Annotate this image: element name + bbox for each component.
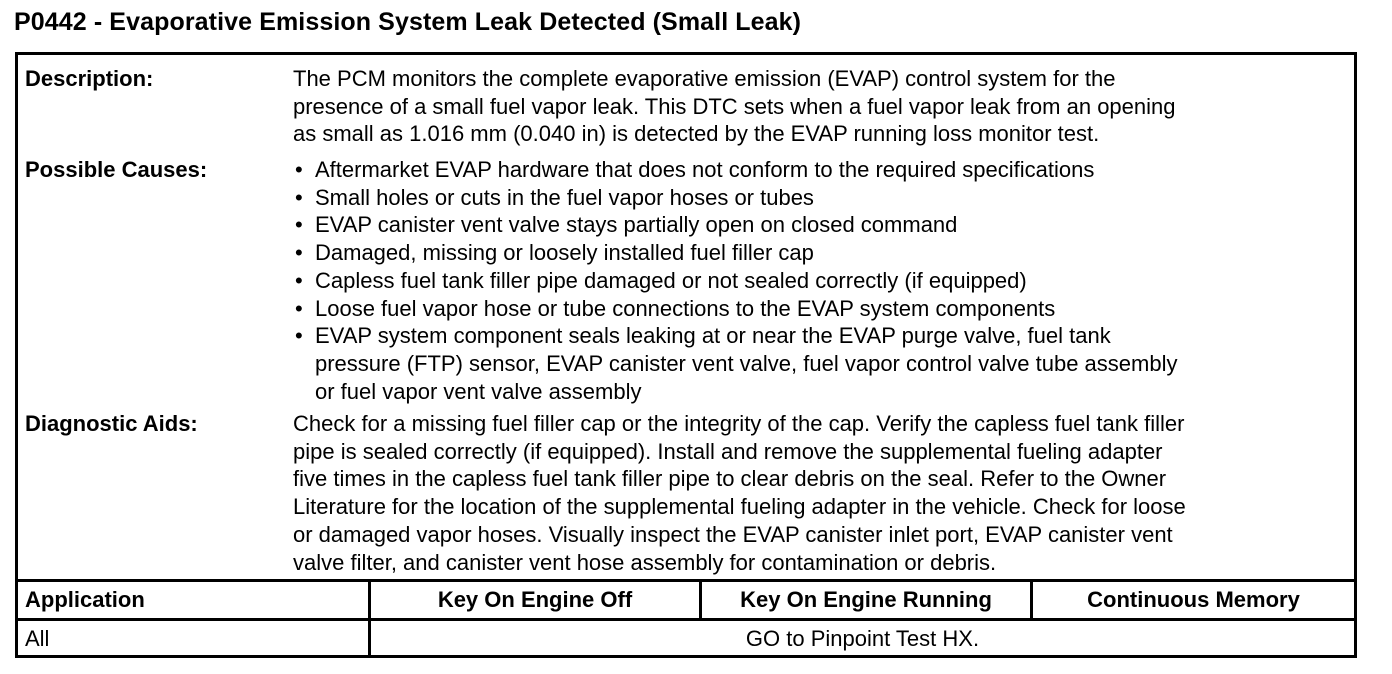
diagnostic-aids-line: or damaged vapor hoses. Visually inspect the EVAP canister inlet port, EVAP canister vent [293, 521, 1173, 547]
cause-item: • EVAP system component seals leaking at or near the EVAP purge valve, fuel tank pressure (FTP) sensor, EVAP canister vent valve, fuel vapor control valve tube assembly or fuel vapor vent valve assembly [295, 323, 1178, 404]
table-top-rule [18, 579, 1354, 582]
description-line: as small as 1.016 mm (0.040 in) is detected by the EVAP running loss monitor test. [293, 121, 1100, 147]
table-header-key-on-engine-running: Key On Engine Running [740, 587, 992, 612]
cause-item: • Aftermarket EVAP hardware that does not conform to the required specifications [295, 157, 1095, 182]
bullet-icon: • [295, 240, 303, 266]
table-cell-application: All [25, 626, 50, 651]
table-row-rule [18, 618, 1354, 621]
diagnostic-aids-line: Literature for the location of the supplemental fueling adapter in the vehicle. Check for loose [293, 494, 1186, 520]
table-cell-action: GO to Pinpoint Test HX. [745, 626, 980, 651]
diagnostic-aids-text [293, 410, 1351, 576]
description-label: Description: [25, 66, 154, 91]
description-line: presence of a small fuel vapor leak. This DTC sets when a fuel vapor leak from an opening [293, 93, 1176, 119]
description-line: The PCM monitors the complete evaporative emission (EVAP) control system for the [293, 66, 1116, 91]
diagnostic-aids-line: pipe is sealed correctly (if equipped). Install and remove the supplemental fueling adapter [293, 438, 1163, 464]
diagnostic-aids-label: Diagnostic Aids: [25, 411, 198, 436]
possible-causes-list [293, 156, 1351, 405]
cause-item: • EVAP canister vent valve stays partially open on closed command [295, 212, 958, 238]
bullet-icon: • [295, 323, 303, 349]
cause-item: • Damaged, missing or loosely installed fuel filler cap [295, 240, 814, 266]
description-text [293, 65, 1351, 148]
diagnostic-aids-line: five times in the capless fuel tank filler pipe to clear debris on the seal. Refer to the Owner [293, 466, 1167, 492]
diagnostic-aids-line: Check for a missing fuel filler cap or the integrity of the cap. Verify the capless fuel tank filler [293, 411, 1185, 436]
cause-item: • Small holes or cuts in the fuel vapor hoses or tubes [295, 184, 814, 210]
bullet-icon: • [295, 157, 303, 182]
table-header-continuous-memory: Continuous Memory [1087, 587, 1300, 612]
table-header-application: Application [25, 587, 145, 612]
cause-item: • Capless fuel tank filler pipe damaged or not sealed correctly (if equipped) [295, 267, 1027, 293]
table-header-key-on-engine-off: Key On Engine Off [437, 587, 633, 612]
possible-causes-label: Possible Causes: [25, 157, 208, 182]
bullet-icon: • [295, 295, 303, 321]
page-title: P0442 - Evaporative Emission System Leak Detected (Small Leak) [14, 8, 802, 36]
bullet-icon: • [295, 184, 303, 210]
cause-item: • Loose fuel vapor hose or tube connections to the EVAP system components [295, 295, 1056, 321]
bullet-icon: • [295, 267, 303, 293]
bullet-icon: • [295, 212, 303, 238]
dtc-details [18, 55, 1354, 582]
diagnostic-aids-line: valve filter, and canister vent hose assembly for contamination or debris. [293, 549, 997, 575]
dtc-frame [15, 52, 1357, 658]
